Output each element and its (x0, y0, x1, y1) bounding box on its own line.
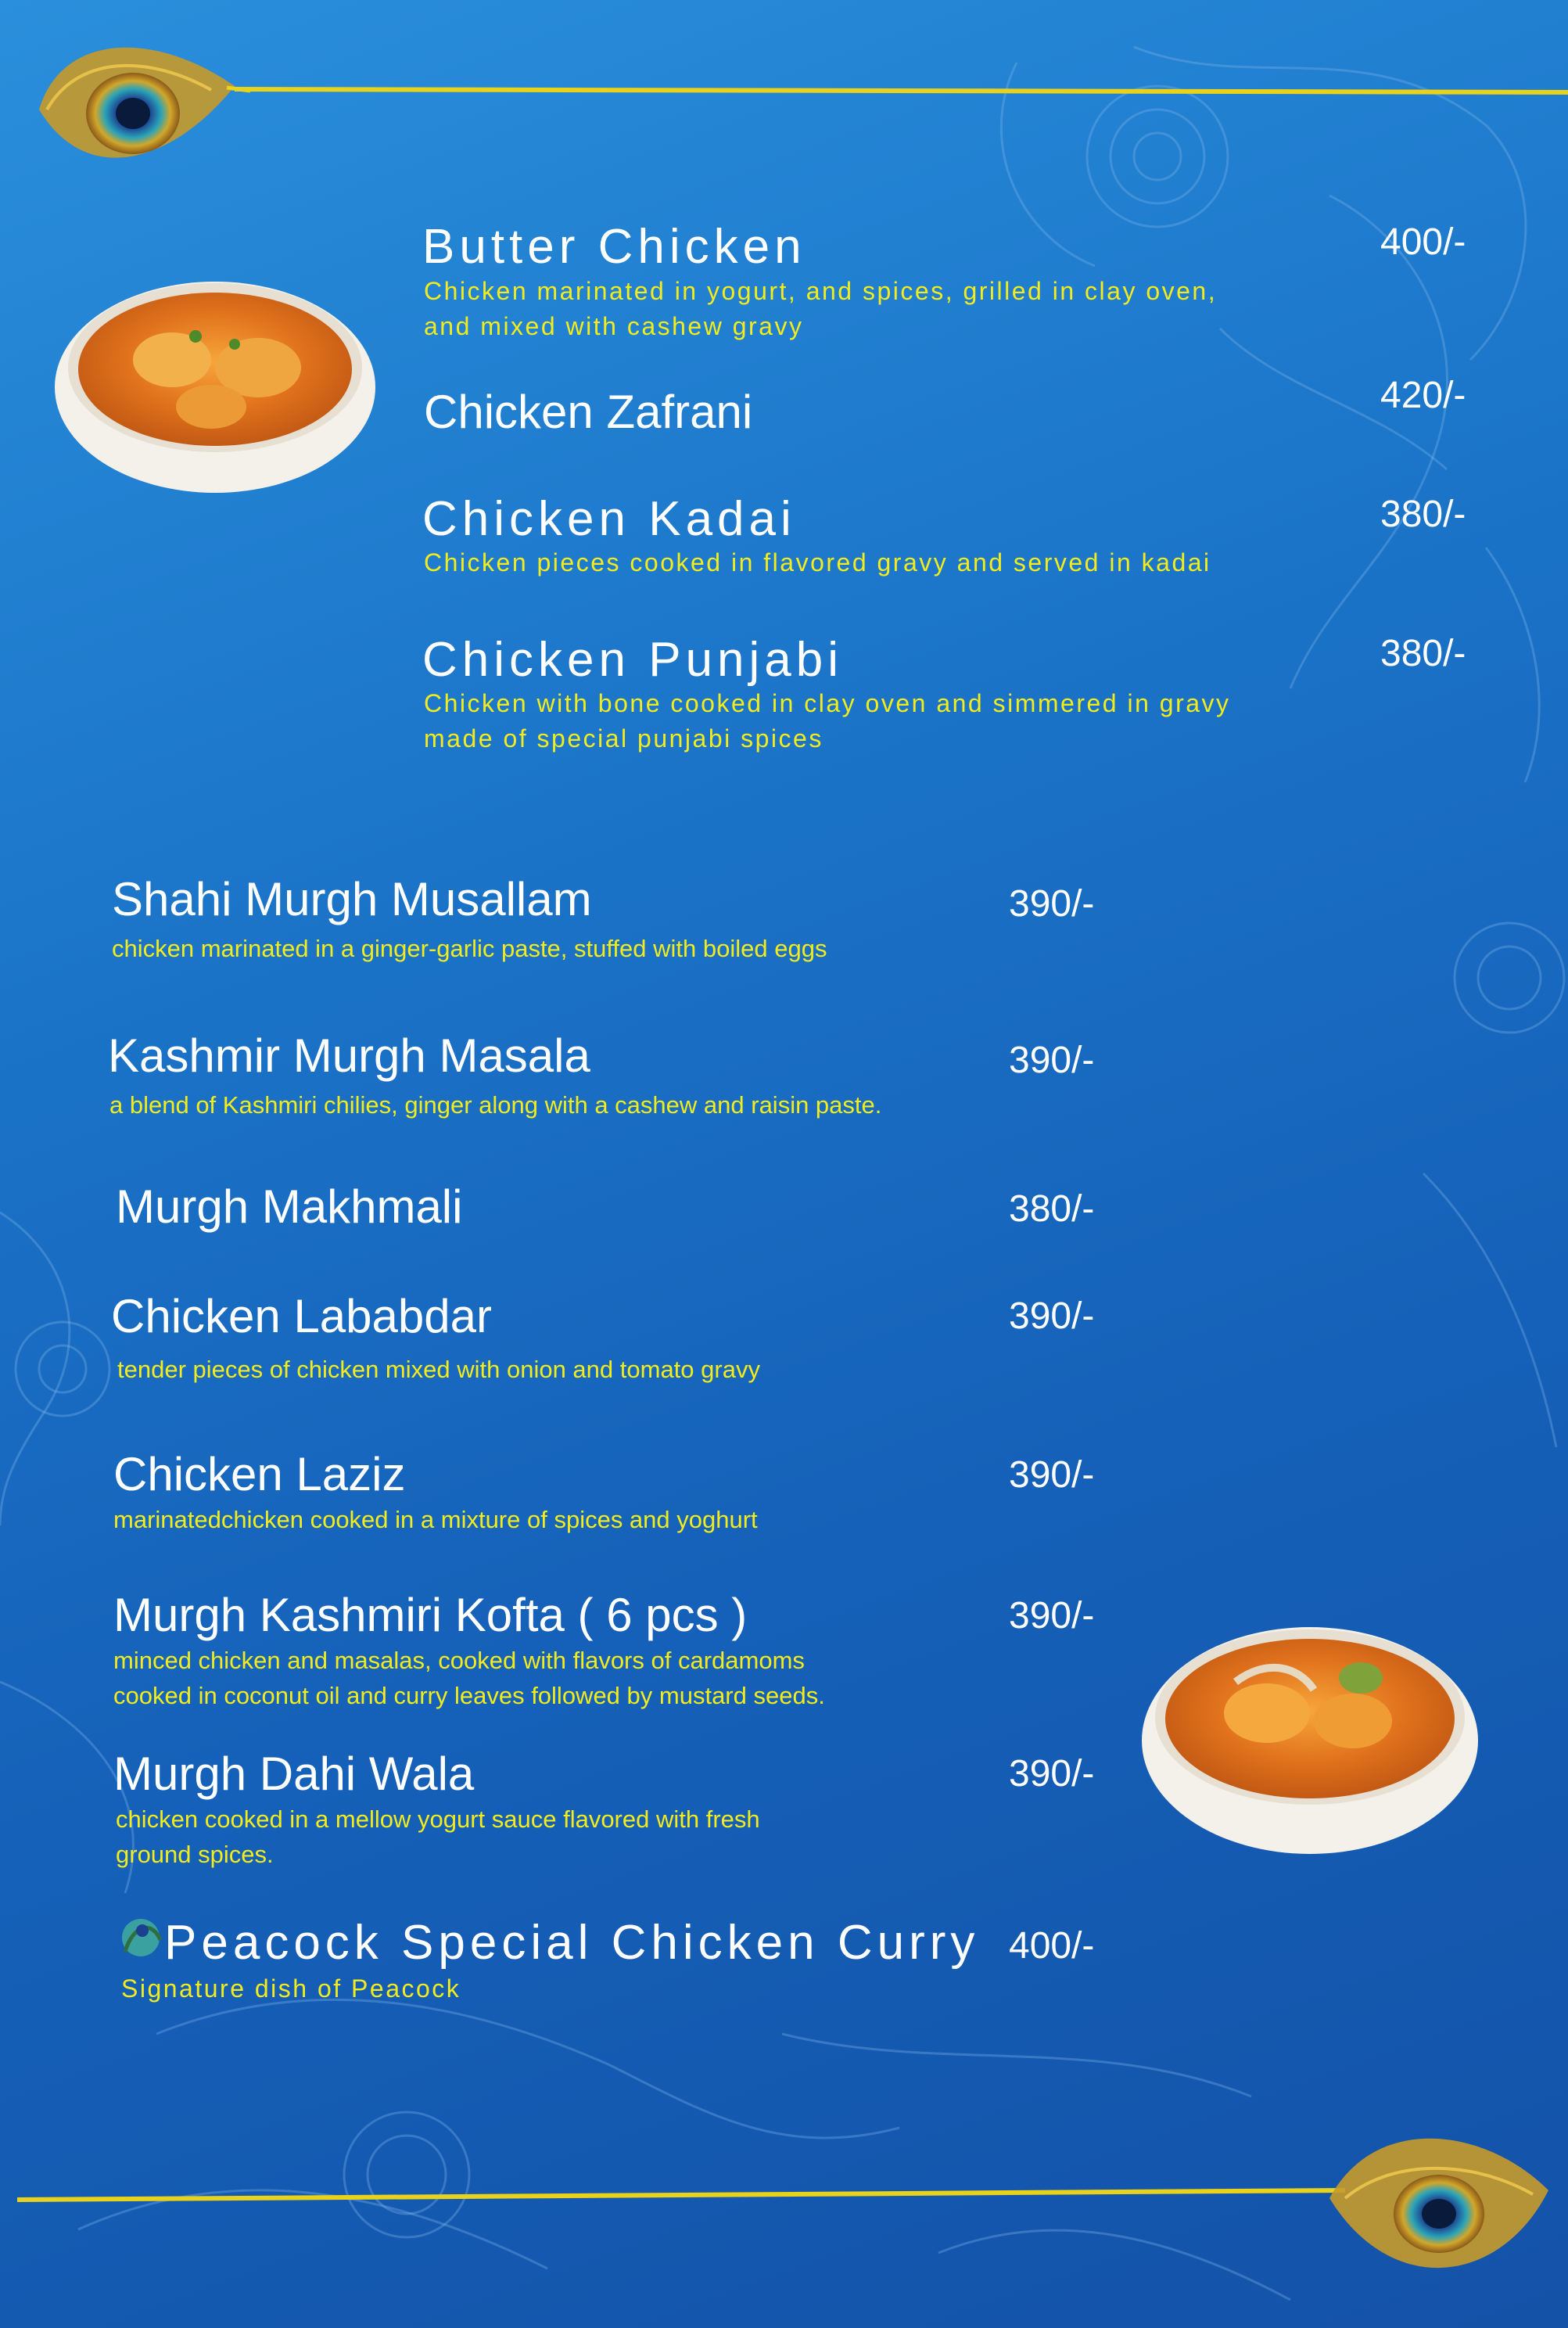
dish-desc-murgh-kashmiri-kofta: minced chicken and masalas, cooked with flavors of cardamoms cooked in coconut oil and curry leaves followed by mustard seeds. (113, 1647, 825, 1709)
dish-desc-chicken-laziz: marinatedchicken cooked in a mixture of spices and yoghurt (113, 1506, 758, 1533)
dish-price-chicken-punjabi: 380/- (1380, 633, 1466, 674)
dish-name-kashmir-murgh-masala: Kashmir Murgh Masala (108, 1029, 590, 1082)
dish-price-kashmir-murgh-masala: 390/- (1009, 1040, 1095, 1081)
dish-name-chicken-zafrani: Chicken Zafrani (424, 386, 753, 438)
dish-desc-chicken-kadai: Chicken pieces cooked in flavored gravy and served in kadai (424, 548, 1211, 577)
dish-price-murgh-dahi-wala: 390/- (1009, 1753, 1095, 1794)
dish-desc-peacock-special-chicken-curry: Signature dish of Peacock (121, 1974, 461, 2003)
dish-desc-butter-chicken: Chicken marinated in yogurt, and spices, grilled in clay oven, and mixed with cashew gravy (424, 277, 1218, 340)
dish-name-chicken-laziz: Chicken Laziz (113, 1448, 406, 1500)
dish-price-chicken-kadai: 380/- (1380, 494, 1466, 535)
dish-name-chicken-kadai: Chicken Kadai (422, 492, 796, 546)
dish-name-butter-chicken: Butter Chicken (422, 220, 806, 274)
dish-price-shahi-murgh-musallam: 390/- (1009, 883, 1095, 925)
dish-name-chicken-lababdar: Chicken Lababdar (111, 1290, 493, 1342)
dish-name-shahi-murgh-musallam: Shahi Murgh Musallam (112, 873, 592, 925)
dish-price-chicken-laziz: 390/- (1009, 1454, 1095, 1496)
dish-desc-kashmir-murgh-masala: a blend of Kashmiri chilies, ginger along with a cashew and raisin paste. (109, 1091, 882, 1119)
dish-price-chicken-zafrani: 420/- (1380, 375, 1466, 416)
dish-price-peacock-special-chicken-curry: 400/- (1009, 1925, 1095, 1967)
dish-desc-murgh-dahi-wala: chicken cooked in a mellow yogurt sauce flavored with fresh ground spices. (116, 1805, 760, 1868)
dish-name-chicken-punjabi: Chicken Punjabi (422, 633, 844, 687)
dish-name-murgh-makhmali: Murgh Makhmali (116, 1180, 463, 1233)
dish-name-murgh-dahi-wala: Murgh Dahi Wala (113, 1748, 475, 1800)
dish-name-murgh-kashmiri-kofta: Murgh Kashmiri Kofta ( 6 pcs ) (113, 1589, 748, 1641)
peacock-feather-icon (39, 48, 250, 158)
dish-desc-shahi-murgh-musallam: chicken marinated in a ginger-garlic paste, stuffed with boiled eggs (112, 935, 827, 962)
dish-desc-chicken-lababdar: tender pieces of chicken mixed with onion and tomato gravy (117, 1356, 760, 1383)
dish-price-butter-chicken: 400/- (1380, 221, 1466, 263)
dish-price-murgh-makhmali: 380/- (1009, 1188, 1095, 1230)
dish-name-peacock-special-chicken-curry: Peacock Special Chicken Curry (164, 1916, 980, 1970)
peacock-feather-icon (1329, 2139, 1548, 2268)
curry-bowl-image (55, 282, 375, 493)
curry-bowl-image (1142, 1627, 1478, 1854)
dish-price-chicken-lababdar: 390/- (1009, 1295, 1095, 1337)
peacock-logo-icon (122, 1919, 160, 1956)
dish-price-murgh-kashmiri-kofta: 390/- (1009, 1595, 1095, 1636)
dish-desc-chicken-punjabi: Chicken with bone cooked in clay oven and simmered in gravy made of special punjabi spices (424, 689, 1231, 753)
